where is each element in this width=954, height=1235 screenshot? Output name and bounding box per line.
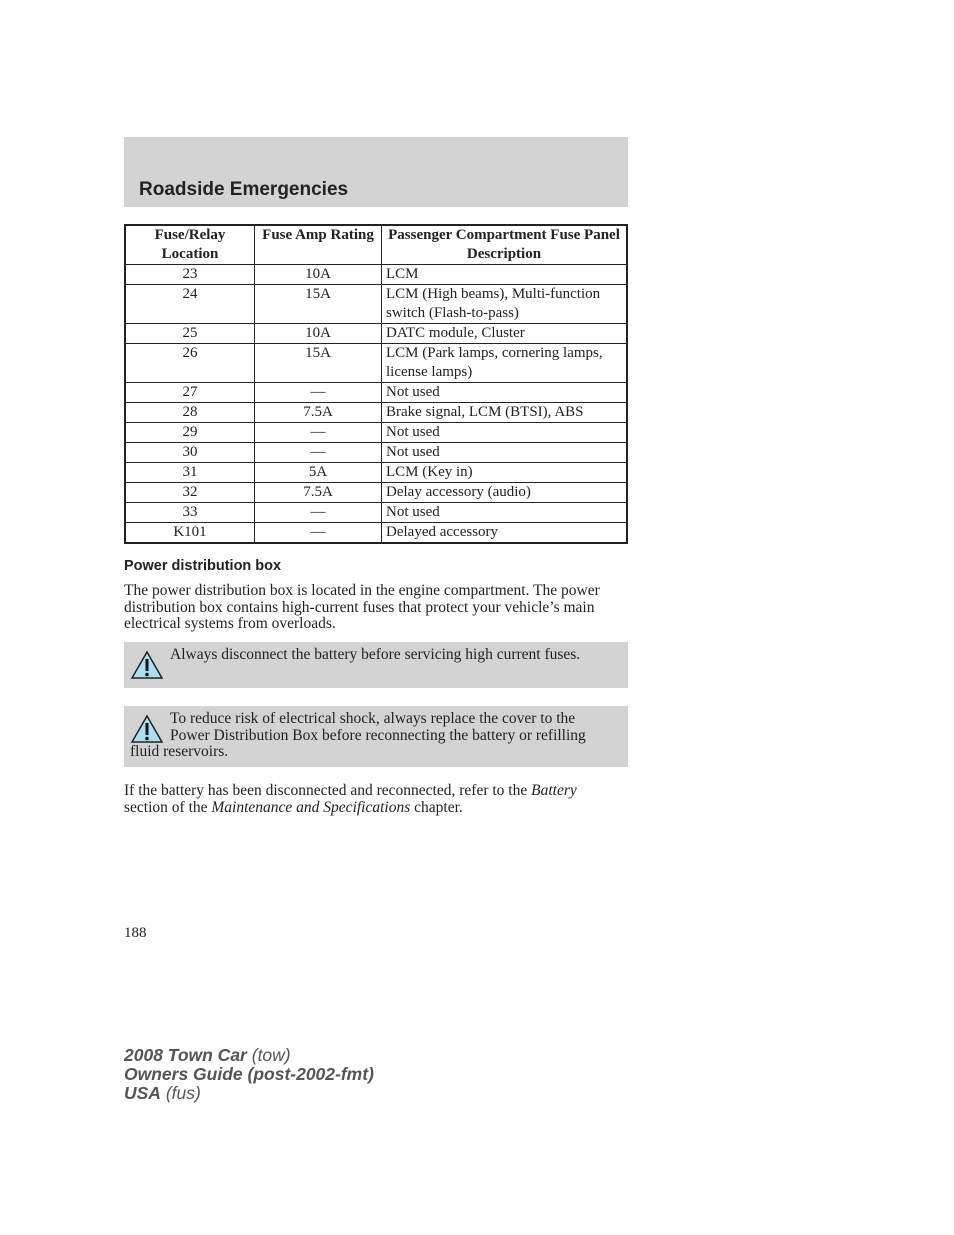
chapter-ref: Maintenance and Specifications (211, 798, 411, 816)
location-cell: 32 (125, 483, 255, 503)
table-row (125, 383, 627, 403)
table-row (125, 463, 627, 483)
closing-paragraph: If the battery has been disconnected and reconnected, refer to the Battery section of the Maintenance and Specifications chapter. (124, 782, 577, 816)
table-row (125, 423, 627, 443)
rating-cell: 10A (255, 265, 382, 285)
section-title: Roadside Emergencies (139, 179, 349, 200)
location-cell: 31 (125, 463, 255, 483)
warning-box (124, 706, 628, 767)
battery-ref: Battery (531, 782, 577, 799)
description-cell: Delayed accessory (382, 523, 628, 544)
rating-cell: 5A (255, 463, 382, 483)
rating-cell: 15A (255, 344, 382, 383)
description-cell: Brake signal, LCM (BTSI), ABS (382, 403, 628, 423)
table-row (125, 265, 627, 285)
location-cell: 25 (125, 324, 255, 344)
location-cell: 27 (125, 383, 255, 403)
col-location: Fuse/Relay Location (125, 225, 255, 265)
description-cell: LCM (382, 265, 628, 285)
col-rating: Fuse Amp Rating (255, 225, 382, 265)
fuse-table (124, 224, 628, 544)
description-cell: Not used (382, 443, 628, 463)
rating-cell: — (255, 383, 382, 403)
table-row (125, 443, 627, 463)
section-header (124, 137, 628, 207)
warning-text: To reduce risk of electrical shock, always replace the cover to the Power Distribution Box before reconnecting the battery or refilling fluid reservoirs. (130, 710, 586, 760)
rating-cell: — (255, 523, 382, 544)
description-cell: Not used (382, 423, 628, 443)
warning-icon (130, 714, 164, 744)
table-row (125, 324, 627, 344)
location-cell: 23 (125, 265, 255, 285)
section-heading: Power distribution box (124, 558, 282, 574)
description-cell: LCM (Park lamps, cornering lamps, license lamps) (382, 344, 628, 383)
description-cell: DATC module, Cluster (382, 324, 628, 344)
table-row (125, 503, 627, 523)
rating-cell: 10A (255, 324, 382, 344)
location-cell: 29 (125, 423, 255, 443)
warning-text: Always disconnect the battery before servicing high current fuses. (170, 646, 581, 663)
location-cell: 30 (125, 443, 255, 463)
table-header-row (125, 225, 627, 265)
warning-box (124, 642, 628, 688)
rating-cell: — (255, 443, 382, 463)
description-cell: Delay accessory (audio) (382, 483, 628, 503)
location-cell: 24 (125, 285, 255, 324)
page-number: 188 (124, 925, 147, 941)
description-cell: Not used (382, 383, 628, 403)
location-cell: 33 (125, 503, 255, 523)
rating-cell: 7.5A (255, 403, 382, 423)
rating-cell: — (255, 503, 382, 523)
location-cell: 26 (125, 344, 255, 383)
col-description: Passenger Compartment Fuse Panel Description (382, 225, 628, 265)
table-row (125, 285, 627, 324)
rating-cell: — (255, 423, 382, 443)
location-cell: 28 (125, 403, 255, 423)
description-cell: LCM (High beams), Multi-function switch (Flash-to-pass) (382, 285, 628, 324)
footer: 2008 Town Car (tow) Owners Guide (post-2002-fmt) USA (fus) (124, 1045, 374, 1103)
rating-cell: 7.5A (255, 483, 382, 503)
rating-cell: 15A (255, 285, 382, 324)
table-row (125, 344, 627, 383)
intro-paragraph: The power distribution box is located in the engine compartment. The power distribution box contains high-current fuses that protect your vehicle’s main electrical systems from overloads. (124, 582, 600, 632)
table-row (125, 523, 627, 544)
warning-icon (130, 650, 164, 680)
table-row (125, 483, 627, 503)
table-row (125, 403, 627, 423)
description-cell: LCM (Key in) (382, 463, 628, 483)
location-cell: K101 (125, 523, 255, 544)
description-cell: Not used (382, 503, 628, 523)
